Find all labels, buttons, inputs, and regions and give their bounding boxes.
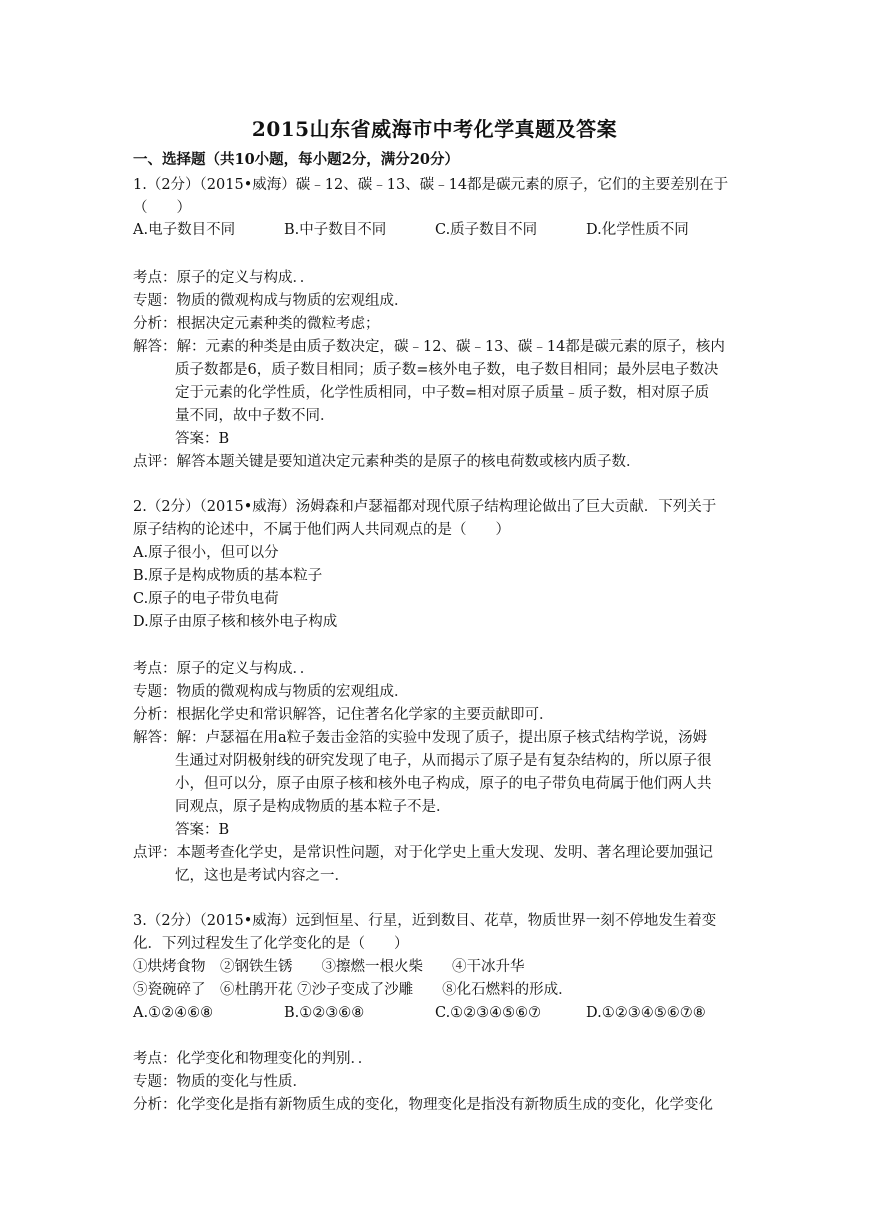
q3-items-line1: ①烘烤食物 ②钢铁生锈 ③擦燃一根火柴 ④干冰升华 xyxy=(133,959,525,975)
q1-jieda-line2: 质子数都是6，质子数目相同；质子数=核外电子数，电子数目相同；最外层电子数决 xyxy=(175,362,719,378)
q1-jieda-line3: 定于元素的化学性质，化学性质相同，中子数=相对原子质量﹣质子数，相对原子质 xyxy=(175,385,710,401)
q2-fenxi: 分析：根据化学史和常识解答，记住著名化学家的主要贡献即可． xyxy=(133,707,554,723)
q3-option-a: A.①②④⑥⑧ xyxy=(133,1005,214,1021)
q2-option-b: B.原子是构成物质的基本粒子 xyxy=(133,568,323,584)
q2-jieda-line1: 解答：解：卢瑟福在用a粒子轰击金箔的实验中发现了质子，提出原子核式结构学说，汤姆 xyxy=(133,730,708,746)
q1-stem-line1: 1.（2分）（2015•威海）碳﹣12、碳﹣13、碳﹣14都是碳元素的原子，它们的主要差别在于 xyxy=(133,177,729,193)
q1-jieda-line1: 解答：解：元素的种类是由质子数决定，碳﹣12、碳﹣13、碳﹣14都是碳元素的原子，核内 xyxy=(133,339,725,355)
q2-jieda-line3: 小，但可以分，原子由原子核和核外电子构成，原子的电子带负电荷属于他们两人共 xyxy=(175,776,712,792)
q2-stem-line1: 2.（2分）（2015•威海）汤姆森和卢瑟福都对现代原子结构理论做出了巨大贡献．下列关于 xyxy=(133,499,717,515)
q3-option-d: D.①②③④⑤⑥⑦⑧ xyxy=(586,1005,706,1021)
q2-dianping-line2: 忆，这也是考试内容之一． xyxy=(175,868,349,884)
q2-option-a: A.原子很小，但可以分 xyxy=(133,545,279,561)
q1-option-c: C.质子数目不同 xyxy=(435,222,538,238)
page-title: 2015山东省威海市中考化学真题及答案 xyxy=(251,117,618,141)
q2-option-c: C.原子的电子带负电荷 xyxy=(133,591,279,607)
q3-stem-line1: 3.（2分）（2015•威海）远到恒星、行星，近到数目、花草，物质世界一刻不停地发生着变 xyxy=(133,913,717,929)
q1-zhuanti: 专题：物质的微观构成与物质的宏观组成． xyxy=(133,293,409,309)
q2-answer: 答案：B xyxy=(175,822,230,838)
q1-fenxi: 分析：根据决定元素种类的微粒考虑； xyxy=(133,316,380,332)
q1-stem-line2: （ ） xyxy=(133,200,191,216)
q2-dianping-line1: 点评：本题考查化学史，是常识性问题，对于化学史上重大发现、发明、著名理论要加强记 xyxy=(133,845,713,861)
q3-fenxi: 分析：化学变化是指有新物质生成的变化，物理变化是指没有新物质生成的变化，化学变化 xyxy=(133,1097,713,1113)
q1-option-d: D.化学性质不同 xyxy=(586,222,689,238)
q1-option-b: B.中子数目不同 xyxy=(284,222,387,238)
q1-answer: 答案：B xyxy=(175,431,230,447)
q2-kaodian: 考点：原子的定义与构成．． xyxy=(133,661,315,677)
q3-zhuanti: 专题：物质的变化与性质． xyxy=(133,1074,307,1090)
section-heading: 一、选择题（共10小题，每小题2分，满分20分） xyxy=(133,151,459,168)
q2-jieda-line2: 生通过对阴极射线的研究发现了电子，从而揭示了原子是有复杂结构的，所以原子很 xyxy=(175,753,712,769)
q3-option-b: B.①②③⑥⑧ xyxy=(284,1005,365,1021)
q2-jieda-line4: 同观点，原子是构成物质的基本粒子不是． xyxy=(175,799,451,815)
q3-option-c: C.①②③④⑤⑥⑦ xyxy=(435,1005,542,1021)
q2-zhuanti: 专题：物质的微观构成与物质的宏观组成． xyxy=(133,684,409,700)
q1-kaodian: 考点：原子的定义与构成．． xyxy=(133,270,315,286)
q2-stem-line2: 原子结构的论述中，不属于他们两人共同观点的是（ ） xyxy=(133,522,510,538)
q3-items-line2: ⑤瓷碗碎了 ⑥杜鹃开花 ⑦沙子变成了沙雕 ⑧化石燃料的形成． xyxy=(133,982,573,998)
q1-jieda-line4: 量不同，故中子数不同． xyxy=(175,408,335,424)
q3-kaodian: 考点：化学变化和物理变化的判别．． xyxy=(133,1051,373,1067)
q2-option-d: D.原子由原子核和核外电子构成 xyxy=(133,614,338,630)
q1-option-a: A.电子数目不同 xyxy=(133,222,236,238)
q3-stem-line2: 化．下列过程发生了化学变化的是（ ） xyxy=(133,936,409,952)
q1-dianping: 点评：解答本题关键是要知道决定元素种类的是原子的核电荷数或核内质子数． xyxy=(133,454,641,470)
